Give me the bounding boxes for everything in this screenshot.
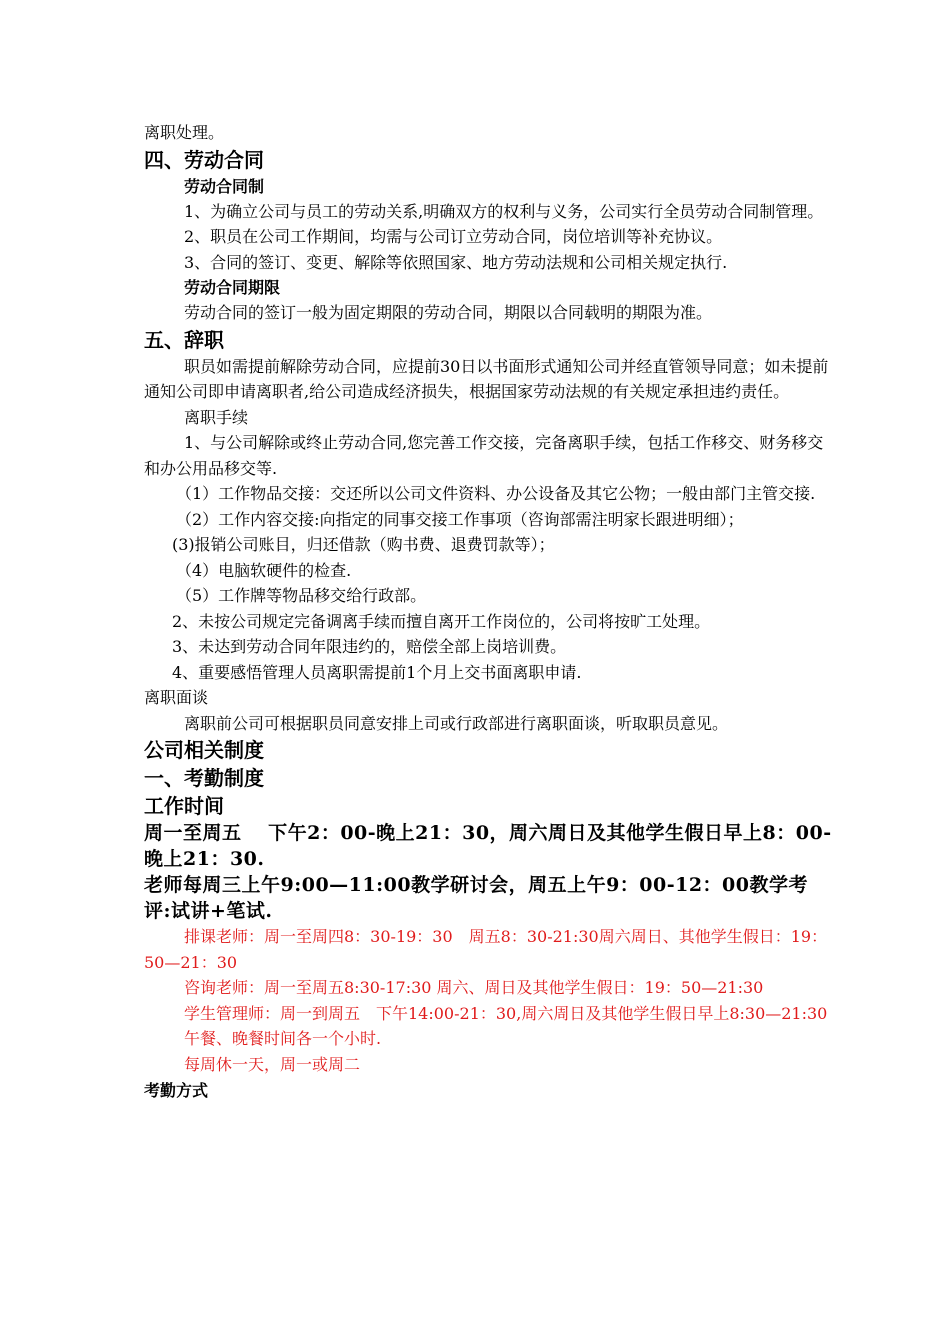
heading-work-hours: 工作时间 bbox=[144, 794, 224, 818]
paragraph-teacher-schedule: 老师每周三上午9:00—11:00教学研讨会，周五上午9：00-12：00教学考评:试讲+笔试. bbox=[144, 874, 808, 922]
paragraph-procedure-2: 2、未按公司规定完备调离手续而擅自离开工作岗位的，公司将按旷工处理。 bbox=[172, 611, 711, 631]
paragraph-meal-time: 午餐、晚餐时间各一个小时. bbox=[184, 1029, 382, 1048]
paragraph-procedure-item-2: （2）工作内容交接:向指定的同事交接工作事项（咨询部需注明家长跟进明细）； bbox=[176, 509, 744, 529]
paragraph-weekly-rest: 每周休一天，周一或周二 bbox=[184, 1054, 361, 1074]
paragraph-procedure-item-5: （5）工作牌等物品移交给行政部。 bbox=[176, 586, 427, 605]
paragraph-procedure-item-4: （4）电脑软硬件的检查. bbox=[176, 560, 352, 580]
subheading-exit-interview: 离职面谈 bbox=[144, 688, 209, 707]
paragraph-procedure-item-3: (3)报销公司账目，归还借款（购书费、退费罚款等）； bbox=[172, 535, 555, 554]
paragraph-contract-1: 1、为确立公司与员工的劳动关系,明确双方的权利与义务，公司实行全员劳动合同制管理。 bbox=[184, 201, 824, 221]
paragraph-leave-handling: 离职处理。 bbox=[144, 123, 225, 142]
paragraph-contract-3: 3、合同的签订、变更、解除等依照国家、地方劳动法规和公司相关规定执行. bbox=[184, 252, 728, 272]
paragraph-work-hours-weekday: 周一至周五 下午2：00-晚上21：30，周六周日及其他学生假日早上8：00-晚上21：30. bbox=[144, 822, 832, 870]
paragraph-procedure-1: 1、与公司解除或终止劳动合同,您完善工作交接，完备离职手续，包括工作移交、财务移交和办公用品移交等. bbox=[144, 433, 824, 478]
document-body bbox=[144, 120, 834, 1103]
paragraph-consulting-teacher: 咨询老师：周一至周五8:30-17:30 周六、周日及其他学生假日：19：50—21:30 bbox=[184, 978, 764, 997]
heading-resignation: 五、辞职 bbox=[144, 327, 224, 352]
paragraph-exit-interview: 离职前公司可根据职员同意安排上司或行政部进行离职面谈，听取职员意见。 bbox=[184, 713, 729, 733]
paragraph-resignation: 职员如需提前解除劳动合同，应提前30日以书面形式通知公司并经直管领导同意；如未提前通知公司即申请离职者,给公司造成经济损失，根据国家劳动法规的有关规定承担违约责任。 bbox=[144, 356, 829, 401]
heading-company-rules: 公司相关制度 bbox=[144, 738, 264, 762]
paragraph-scheduling-teacher: 排课老师：周一至周四8：30-19：30 周五8：30-21:30周六周日、其他学生假日：19：50—21：30 bbox=[144, 927, 828, 972]
subheading-contract-system: 劳动合同制 bbox=[184, 176, 265, 196]
paragraph-procedure-item-1: （1）工作物品交接：交还所以公司文件资料、办公设备及其它公物；一般由部门主管交接. bbox=[176, 484, 816, 503]
paragraph-contract-2: 2、职员在公司工作期间，均需与公司订立劳动合同，岗位培训等补充协议。 bbox=[184, 227, 723, 246]
paragraph-procedure-4: 4、重要感悟管理人员离职需提前1个月上交书面离职申请. bbox=[172, 662, 582, 682]
paragraph-procedure-3: 3、未达到劳动合同年限违约的，赔偿全部上岗培训费。 bbox=[172, 637, 567, 656]
heading-labor-contract: 四、劳动合同 bbox=[144, 147, 264, 172]
subheading-contract-term: 劳动合同期限 bbox=[184, 278, 281, 297]
subheading-leave-procedure: 离职手续 bbox=[184, 407, 249, 427]
subheading-attendance-method: 考勤方式 bbox=[144, 1081, 209, 1100]
heading-attendance: 一、考勤制度 bbox=[144, 766, 264, 790]
paragraph-contract-term: 劳动合同的签订一般为固定期限的劳动合同，期限以合同载明的期限为准。 bbox=[184, 303, 713, 322]
paragraph-student-manager: 学生管理师：周一到周五 下午14:00-21：30,周六周日及其他学生假日早上8:30—21:30 bbox=[184, 1003, 828, 1023]
